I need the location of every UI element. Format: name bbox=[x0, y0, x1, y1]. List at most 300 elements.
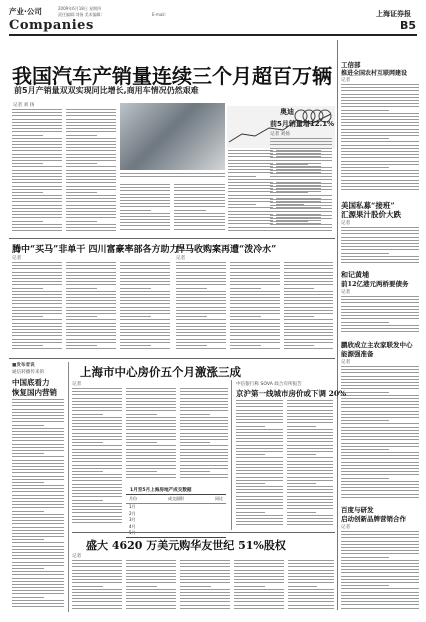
text-line bbox=[228, 207, 273, 208]
text-line bbox=[230, 307, 280, 308]
text-line bbox=[12, 444, 64, 445]
text-line bbox=[12, 176, 62, 177]
text-line bbox=[288, 592, 334, 593]
text-line bbox=[287, 413, 333, 414]
text-line bbox=[174, 197, 225, 198]
table-row: 2月 bbox=[129, 510, 136, 516]
text-line bbox=[12, 399, 64, 400]
text-line bbox=[176, 275, 226, 276]
text-line bbox=[72, 586, 103, 587]
text-line bbox=[66, 138, 116, 139]
text-line bbox=[126, 468, 176, 469]
text-line bbox=[228, 201, 273, 202]
text-line bbox=[236, 451, 283, 452]
text-line bbox=[120, 190, 170, 191]
text-line bbox=[66, 186, 116, 187]
text-line bbox=[176, 310, 226, 311]
text-line bbox=[230, 310, 280, 311]
text-line bbox=[341, 569, 419, 570]
text-line bbox=[236, 413, 283, 414]
text-line bbox=[341, 595, 419, 596]
text-line bbox=[341, 534, 419, 535]
text-line bbox=[180, 442, 210, 443]
text-line bbox=[341, 170, 419, 171]
text-line bbox=[72, 516, 122, 517]
text-line bbox=[12, 402, 64, 403]
text-line bbox=[236, 445, 283, 446]
text-line bbox=[12, 456, 64, 457]
text-line bbox=[176, 348, 226, 349]
text-line bbox=[228, 179, 273, 180]
text-line bbox=[180, 455, 228, 456]
text-line bbox=[341, 189, 419, 190]
text-line bbox=[72, 407, 122, 408]
text-line bbox=[12, 160, 62, 161]
text-line bbox=[228, 198, 273, 199]
text-line bbox=[234, 570, 284, 571]
text-line bbox=[341, 180, 419, 181]
text-line bbox=[270, 195, 332, 196]
text-line bbox=[287, 426, 316, 427]
text-line bbox=[234, 573, 284, 574]
text-line bbox=[287, 480, 333, 481]
text-line bbox=[180, 417, 228, 418]
text-line bbox=[120, 335, 170, 336]
text-line bbox=[12, 170, 62, 171]
text-line bbox=[180, 461, 228, 462]
text-line bbox=[287, 435, 333, 436]
text-line bbox=[180, 573, 230, 574]
text-line bbox=[66, 348, 116, 349]
text-line bbox=[12, 141, 62, 142]
sidebar-5-sub: 启动创新品牌营销合作 bbox=[341, 515, 406, 523]
text-line bbox=[12, 574, 64, 575]
text-line bbox=[341, 579, 419, 580]
text-line bbox=[270, 148, 332, 149]
text-line bbox=[66, 281, 116, 282]
text-line bbox=[230, 326, 280, 327]
text-line bbox=[12, 224, 62, 225]
shengda-col1 bbox=[72, 560, 122, 612]
text-line bbox=[236, 515, 283, 516]
text-line bbox=[236, 467, 283, 468]
text-line bbox=[180, 398, 228, 399]
text-line bbox=[270, 170, 332, 171]
text-line bbox=[72, 429, 122, 430]
text-line bbox=[126, 433, 176, 434]
text-line bbox=[228, 169, 273, 170]
text-line bbox=[12, 581, 64, 582]
text-line bbox=[234, 605, 284, 606]
chart-value: 前5月销量增12.1% bbox=[270, 120, 335, 128]
text-line bbox=[288, 605, 334, 606]
text-line bbox=[72, 589, 122, 590]
text-line bbox=[12, 135, 43, 136]
text-line bbox=[341, 161, 419, 162]
text-line bbox=[284, 278, 333, 279]
text-line bbox=[12, 189, 62, 190]
text-line bbox=[12, 511, 44, 512]
text-line bbox=[270, 189, 332, 190]
text-line bbox=[12, 514, 64, 515]
text-line bbox=[120, 303, 170, 304]
text-line bbox=[284, 310, 333, 311]
text-line bbox=[126, 465, 176, 466]
text-line bbox=[284, 272, 333, 273]
text-line bbox=[126, 582, 176, 583]
text-line bbox=[287, 422, 333, 423]
main-text-col5 bbox=[228, 150, 273, 234]
text-line bbox=[120, 229, 170, 230]
text-line bbox=[287, 473, 333, 474]
text-line bbox=[176, 323, 226, 324]
text-line bbox=[176, 303, 226, 304]
text-line bbox=[341, 420, 389, 421]
text-line bbox=[341, 471, 419, 472]
text-line bbox=[72, 404, 122, 405]
text-line bbox=[66, 135, 97, 136]
text-line bbox=[66, 157, 116, 158]
text-line bbox=[12, 520, 64, 521]
text-line bbox=[341, 331, 419, 332]
text-line bbox=[230, 339, 280, 340]
text-line bbox=[287, 483, 316, 484]
text-line bbox=[12, 329, 62, 330]
text-line bbox=[341, 547, 419, 548]
text-line bbox=[12, 571, 64, 572]
text-line bbox=[126, 404, 176, 405]
text-line bbox=[341, 458, 419, 459]
text-line bbox=[287, 496, 333, 497]
text-line bbox=[66, 173, 116, 174]
text-line bbox=[341, 427, 419, 428]
text-line bbox=[270, 215, 332, 216]
text-line bbox=[341, 132, 419, 133]
text-line bbox=[12, 504, 64, 505]
text-line bbox=[284, 319, 333, 320]
text-line bbox=[120, 203, 170, 204]
text-line bbox=[72, 493, 122, 494]
text-line bbox=[228, 217, 273, 218]
text-line bbox=[284, 297, 333, 298]
text-line bbox=[66, 313, 116, 314]
text-line bbox=[12, 587, 64, 588]
text-line bbox=[270, 227, 332, 228]
text-line bbox=[341, 302, 419, 303]
text-line bbox=[236, 524, 283, 525]
middle-rule bbox=[9, 238, 335, 239]
text-line bbox=[176, 297, 226, 298]
text-line bbox=[230, 332, 280, 333]
text-line bbox=[174, 187, 225, 188]
text-line bbox=[12, 597, 44, 598]
text-line bbox=[120, 197, 170, 198]
text-line bbox=[234, 608, 284, 609]
text-line bbox=[176, 262, 226, 263]
text-line bbox=[72, 503, 122, 504]
text-line bbox=[72, 608, 122, 609]
text-line bbox=[180, 426, 228, 427]
text-line bbox=[66, 154, 116, 155]
text-line bbox=[72, 388, 122, 389]
text-line bbox=[12, 192, 43, 193]
text-line bbox=[176, 339, 226, 340]
text-line bbox=[180, 465, 228, 466]
shengda-rule bbox=[72, 532, 335, 533]
text-line bbox=[180, 592, 230, 593]
text-line bbox=[176, 313, 226, 314]
text-line bbox=[287, 486, 333, 487]
text-line bbox=[228, 230, 273, 231]
text-line bbox=[230, 335, 280, 336]
text-line bbox=[341, 135, 419, 136]
text-line bbox=[180, 566, 230, 567]
text-line bbox=[66, 144, 116, 145]
text-line bbox=[126, 394, 176, 395]
text-line bbox=[176, 268, 226, 269]
text-line bbox=[72, 449, 122, 450]
text-line bbox=[72, 410, 122, 411]
text-line bbox=[66, 189, 116, 190]
text-line bbox=[341, 306, 419, 307]
text-line bbox=[126, 471, 157, 472]
text-line bbox=[126, 586, 157, 587]
text-line bbox=[12, 173, 62, 174]
text-line bbox=[236, 441, 283, 442]
sidebar-1-sub: 推进全国农村互联网建设 bbox=[341, 70, 408, 77]
text-line bbox=[72, 573, 122, 574]
text-line bbox=[12, 533, 64, 534]
text-line bbox=[12, 227, 62, 228]
text-line bbox=[228, 153, 273, 154]
text-line bbox=[66, 326, 116, 327]
text-line bbox=[12, 294, 62, 295]
text-line bbox=[287, 492, 333, 493]
text-line bbox=[66, 217, 116, 218]
text-line bbox=[341, 465, 419, 466]
text-line bbox=[66, 214, 116, 215]
text-line bbox=[120, 268, 170, 269]
text-line bbox=[12, 440, 64, 441]
text-line bbox=[228, 182, 273, 183]
text-line bbox=[341, 262, 419, 263]
text-line bbox=[341, 487, 419, 488]
text-line bbox=[12, 450, 64, 451]
table-row: 3月 bbox=[129, 517, 136, 522]
text-line bbox=[66, 288, 97, 289]
poster-headline: 京沪第一线城市房价或下调 20% bbox=[236, 389, 347, 398]
text-line bbox=[341, 474, 419, 475]
text-line bbox=[12, 593, 64, 594]
text-line bbox=[126, 452, 176, 453]
text-line bbox=[120, 323, 170, 324]
text-line bbox=[12, 562, 64, 563]
text-line bbox=[341, 537, 419, 538]
text-line bbox=[341, 322, 389, 323]
text-line bbox=[66, 163, 97, 164]
sidebar-4-sub: 能源强准备 bbox=[341, 350, 374, 358]
text-line bbox=[180, 560, 230, 561]
sidebar-3-author: 记者 bbox=[341, 290, 351, 295]
text-line bbox=[270, 167, 332, 168]
text-line bbox=[287, 489, 333, 490]
text-line bbox=[284, 300, 333, 301]
left-lower-divider bbox=[68, 362, 69, 612]
text-line bbox=[234, 586, 265, 587]
text-line bbox=[66, 141, 116, 142]
text-line bbox=[176, 332, 226, 333]
hengde-headline: 悍马收购案再遭“泼冷水” bbox=[176, 245, 277, 255]
text-line bbox=[120, 187, 170, 188]
text-line bbox=[12, 272, 62, 273]
text-line bbox=[120, 225, 170, 226]
text-line bbox=[12, 600, 64, 601]
text-line bbox=[236, 410, 283, 411]
table-title: 1月至5月上海房地产成交数据 bbox=[130, 488, 192, 493]
text-line bbox=[236, 416, 283, 417]
text-line bbox=[12, 122, 62, 123]
main-text-col3 bbox=[120, 184, 170, 234]
sidebar-4-text bbox=[341, 366, 419, 501]
text-line bbox=[12, 434, 64, 435]
text-line bbox=[120, 213, 170, 214]
text-line bbox=[120, 194, 170, 195]
text-line bbox=[12, 208, 62, 209]
text-line bbox=[120, 345, 151, 346]
text-line bbox=[341, 328, 419, 329]
text-line bbox=[180, 433, 228, 434]
email-line: E-mail: bbox=[152, 12, 166, 17]
text-line bbox=[12, 405, 64, 406]
text-line bbox=[180, 388, 228, 389]
text-line bbox=[230, 348, 280, 349]
text-line bbox=[72, 570, 122, 571]
text-line bbox=[120, 284, 170, 285]
text-line bbox=[341, 110, 389, 111]
text-line bbox=[270, 183, 332, 184]
text-line bbox=[180, 589, 230, 590]
tengzhong-author: 记者 bbox=[12, 256, 22, 261]
text-line bbox=[341, 84, 419, 85]
text-line bbox=[72, 522, 122, 523]
text-line bbox=[341, 436, 419, 437]
text-line bbox=[236, 508, 283, 509]
text-line bbox=[287, 467, 333, 468]
text-line bbox=[236, 473, 283, 474]
text-line bbox=[270, 179, 332, 180]
text-line bbox=[288, 595, 334, 596]
text-line bbox=[176, 329, 226, 330]
text-line bbox=[180, 410, 228, 411]
text-line bbox=[180, 436, 228, 437]
text-line bbox=[284, 332, 333, 333]
shanghai-col2 bbox=[126, 388, 176, 483]
text-line bbox=[341, 484, 419, 485]
main-text-col1 bbox=[12, 109, 62, 234]
text-line bbox=[228, 195, 273, 196]
text-line bbox=[120, 272, 170, 273]
text-line bbox=[234, 595, 284, 596]
text-line bbox=[12, 115, 62, 116]
text-line bbox=[288, 560, 334, 561]
text-line bbox=[341, 601, 419, 602]
text-line bbox=[287, 470, 333, 471]
text-line bbox=[341, 560, 419, 561]
text-line bbox=[341, 462, 419, 463]
text-line bbox=[126, 442, 157, 443]
text-line bbox=[12, 498, 64, 499]
text-line bbox=[72, 582, 122, 583]
text-line bbox=[236, 477, 283, 478]
sidebar-5-author: 记者 bbox=[341, 525, 351, 530]
sidebar-1-text bbox=[341, 84, 419, 194]
text-line bbox=[12, 335, 62, 336]
text-line bbox=[270, 211, 332, 212]
text-line bbox=[228, 211, 273, 212]
text-line bbox=[228, 166, 273, 167]
tengzhong-headline: 腾中“买马”非单干 四川富豪率部各方助力 bbox=[12, 245, 179, 255]
text-line bbox=[174, 200, 225, 201]
sidebar-1-title: 工信部 bbox=[341, 61, 361, 69]
text-line bbox=[284, 303, 333, 304]
text-line bbox=[66, 211, 116, 212]
text-line bbox=[66, 307, 116, 308]
text-line bbox=[12, 284, 62, 285]
sidebar-5-text bbox=[341, 531, 419, 613]
text-line bbox=[174, 216, 225, 217]
text-line bbox=[72, 595, 122, 596]
text-line bbox=[126, 449, 176, 450]
text-line bbox=[284, 275, 333, 276]
text-line bbox=[126, 388, 176, 389]
tengzhong-col1 bbox=[12, 262, 62, 354]
text-line bbox=[341, 90, 419, 91]
text-line bbox=[12, 476, 64, 477]
text-line bbox=[12, 501, 64, 502]
text-line bbox=[72, 455, 122, 456]
text-line bbox=[180, 429, 228, 430]
text-line bbox=[230, 316, 261, 317]
text-line bbox=[176, 342, 226, 343]
text-line bbox=[180, 601, 230, 602]
text-line bbox=[236, 486, 283, 487]
header-rule bbox=[9, 34, 417, 36]
text-line bbox=[180, 414, 210, 415]
text-line bbox=[176, 319, 226, 320]
text-line bbox=[12, 182, 62, 183]
text-line bbox=[66, 227, 116, 228]
sidebar-2-title: 美国私募“接班” bbox=[341, 201, 395, 210]
text-line bbox=[287, 438, 333, 439]
text-line bbox=[230, 313, 280, 314]
text-line bbox=[230, 275, 280, 276]
text-line bbox=[66, 208, 116, 209]
text-line bbox=[230, 284, 280, 285]
shanghai-col3 bbox=[180, 388, 228, 483]
text-line bbox=[176, 265, 226, 266]
text-line bbox=[341, 455, 419, 456]
text-line bbox=[228, 185, 273, 186]
text-line bbox=[72, 426, 122, 427]
text-line bbox=[341, 598, 419, 599]
text-line bbox=[66, 221, 97, 222]
text-line bbox=[12, 418, 64, 419]
table-header-month: 月份 bbox=[129, 496, 137, 501]
text-line bbox=[234, 582, 284, 583]
text-line bbox=[72, 560, 122, 561]
main-subheadline: 前5月产销量双双实现同比增长,商用车情况仍然艰难 bbox=[14, 86, 199, 95]
text-line bbox=[72, 477, 122, 478]
